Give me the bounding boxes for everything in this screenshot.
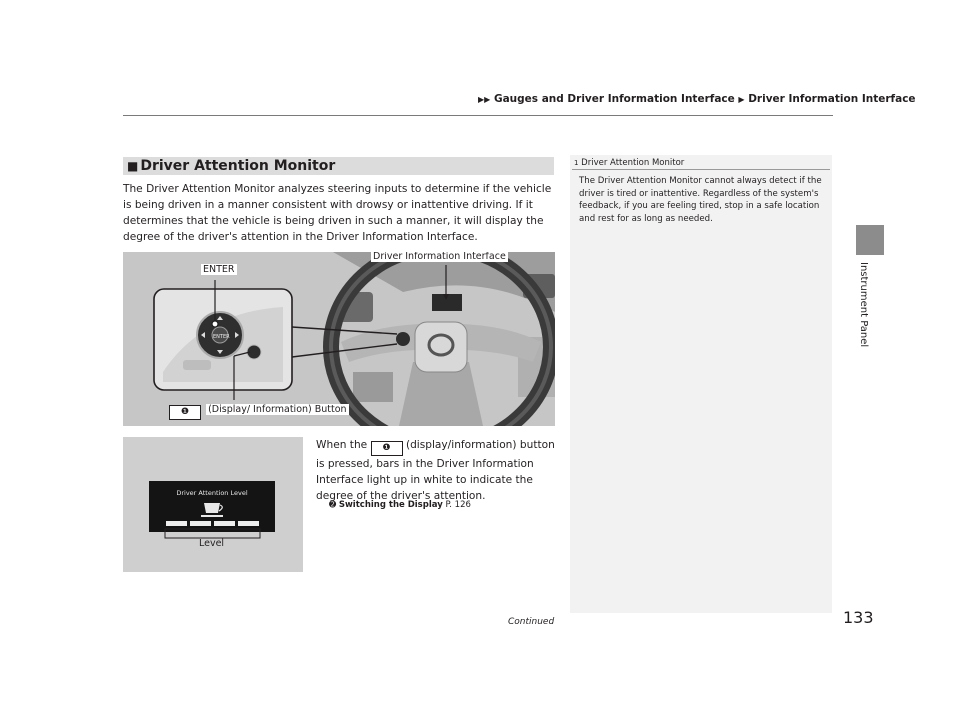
saucer-icon (201, 515, 223, 517)
page-number: 133 (843, 608, 874, 627)
display-info-button-icon: ❶ (169, 405, 201, 420)
section-heading (123, 157, 554, 175)
reference-page: P. 126 (445, 500, 471, 510)
caption-part2: (display/information) button is pressed, bars in the Driver Information Interface light up in white to indicate the degree of the driver's attention. (316, 439, 555, 502)
note-text: The Driver Attention Monitor cannot always detect if the driver is tired or inattentive. Regardless of the system's feedback, if you are feeling tired, stop in a safe location and rest for as long as needed. (579, 176, 822, 224)
reference-title[interactable]: Switching the Display (338, 500, 443, 510)
display-button-label-group (169, 397, 349, 420)
cross-reference[interactable] (329, 500, 471, 510)
steering-wheel-figure (123, 252, 555, 426)
figure-caption (316, 437, 556, 504)
level-label: Level (199, 538, 225, 549)
breadcrumb-arrow-icon: ▶ (738, 95, 745, 104)
level-bar (238, 521, 259, 526)
dii-label: Driver Information Interface (373, 252, 506, 262)
breadcrumb (478, 93, 916, 105)
display-button-label: (Display/ Information) Button (208, 404, 347, 415)
note-rule (572, 169, 830, 170)
note-title: 1 Driver Attention Monitor (574, 158, 685, 168)
header-rule (123, 115, 833, 116)
breadcrumb-item-gauges[interactable]: Gauges and Driver Information Interface (493, 93, 735, 105)
breadcrumb-arrow-icon: ▶▶ (478, 95, 491, 104)
caption-part1: When the (316, 439, 368, 451)
enter-button-text: ENTER (213, 334, 230, 340)
display-info-button-icon: ❶ (371, 441, 403, 456)
attention-level-illustration (123, 437, 303, 572)
level-bar (214, 521, 235, 526)
continued-label: Continued (508, 617, 555, 627)
attention-level-figure (123, 437, 303, 572)
enter-label: ENTER (203, 264, 235, 275)
section-title: Driver Attention Monitor (140, 158, 336, 174)
level-bar (190, 521, 211, 526)
breadcrumb-item-dii[interactable]: Driver Information Interface (748, 93, 916, 105)
level-bar (166, 521, 187, 526)
side-tab-label: Instrument Panel (858, 262, 869, 348)
section-body: The Driver Attention Monitor analyzes steering inputs to determine if the vehicle is being driven in a manner consistent with drowsy or inattentive driving. If it determines that the vehicle is being driven in such a manner, it will display the degree of the driver's attention in the Driver Information Interface. (123, 183, 552, 243)
section-marker-icon: ■ (127, 159, 139, 173)
coffee-cup-icon (204, 503, 220, 513)
reference-arrow-icon: ➋ (329, 500, 337, 510)
note-marker-icon: 1 (574, 159, 579, 167)
side-tab-marker (856, 225, 884, 255)
attention-screen-title: Driver Attention Level (176, 489, 248, 497)
